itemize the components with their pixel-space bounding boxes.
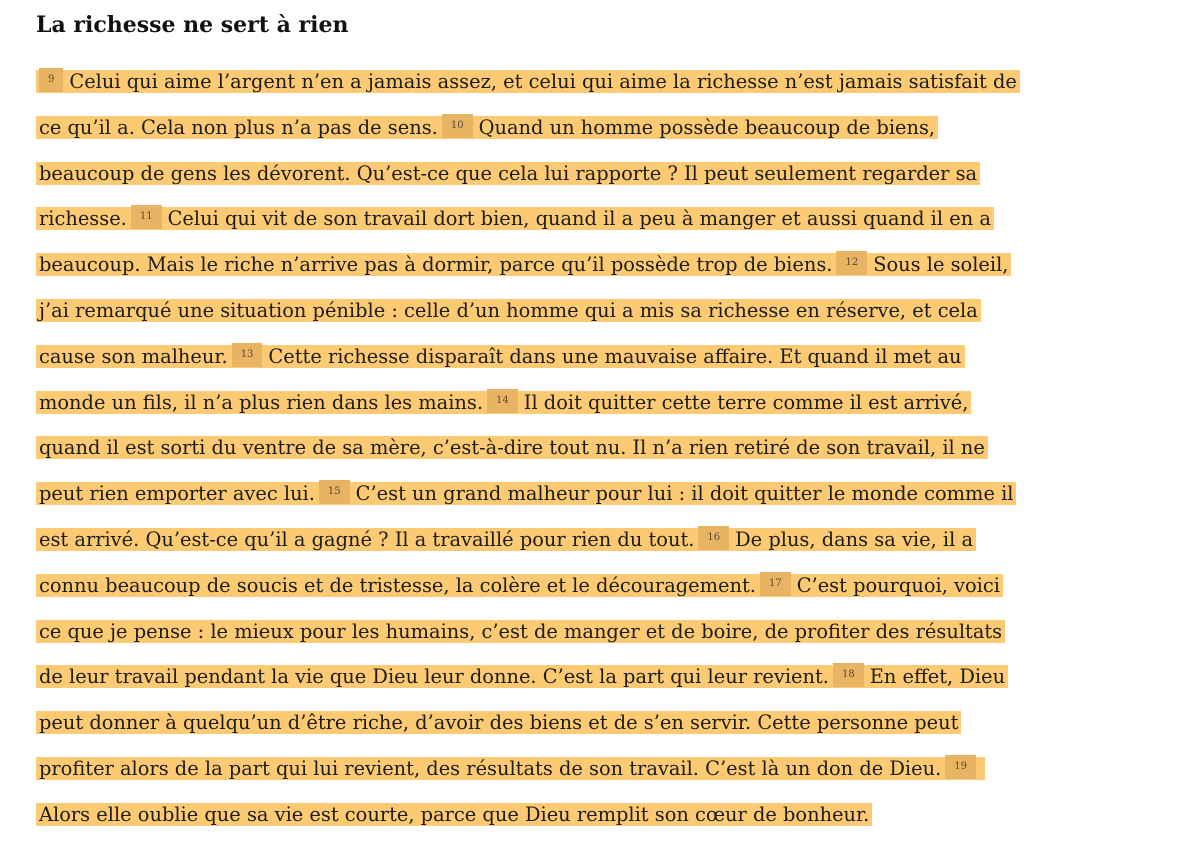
verse-text: peut rien emporter avec lui. xyxy=(39,482,315,505)
verse-text: monde un fils, il n’a plus rien dans les mains. xyxy=(39,391,484,414)
highlight[interactable] xyxy=(36,711,961,734)
passage-line xyxy=(36,479,1016,509)
verse-number[interactable]: 18 xyxy=(833,663,864,687)
passage-line xyxy=(36,296,981,326)
verse-text: Il doit quitter cette terre comme il est arrivé, xyxy=(523,391,969,414)
passage-line xyxy=(36,525,976,555)
verse-text: Quand un homme possède beaucoup de biens, xyxy=(478,116,936,139)
verse-number[interactable]: 19 xyxy=(945,755,976,779)
highlight[interactable] xyxy=(36,757,985,780)
passage-line xyxy=(36,433,988,463)
verse-number[interactable]: 17 xyxy=(760,572,791,596)
highlight[interactable] xyxy=(36,436,988,459)
verse-text: beaucoup de gens les dévorent. Qu’est-ce que cela lui rapporte ? Il peut seulement regarder sa xyxy=(39,162,978,185)
passage-line xyxy=(36,67,1020,97)
verse-text: Cette richesse disparaît dans une mauvaise affaire. Et quand il met au xyxy=(268,345,962,368)
verse-text: ce qu’il a. Cela non plus n’a pas de sens. xyxy=(39,116,438,139)
passage-line xyxy=(36,754,985,784)
highlight[interactable] xyxy=(36,162,980,185)
highlight[interactable] xyxy=(36,299,981,322)
highlight[interactable] xyxy=(36,391,971,414)
verse-text: ce que je pense : le mieux pour les humains, c’est de manger et de boire, de profiter des résultats xyxy=(39,620,1003,643)
highlight[interactable] xyxy=(36,70,1020,93)
verse-number[interactable]: 13 xyxy=(232,343,263,367)
verse-text: peut donner à quelqu’un d’être riche, d’avoir des biens et de s’en servir. Cette personne peut xyxy=(39,711,959,734)
verse-text: cause son malheur. xyxy=(39,345,228,368)
highlight[interactable] xyxy=(36,253,1011,276)
verse-text: C’est pourquoi, voici xyxy=(796,574,1000,597)
passage-line xyxy=(36,708,961,738)
highlight[interactable] xyxy=(36,207,994,230)
passage-line xyxy=(36,204,994,234)
verse-number[interactable]: 9 xyxy=(39,68,63,92)
passage-line xyxy=(36,250,1011,280)
verse-number[interactable]: 12 xyxy=(836,251,867,275)
highlight[interactable] xyxy=(36,803,872,826)
verse-text: beaucoup. Mais le riche n’arrive pas à dormir, parce qu’il possède trop de biens. xyxy=(39,253,833,276)
verse-text: Celui qui vit de son travail dort bien, quand il a peu à manger et aussi quand il en a xyxy=(167,207,991,230)
verse-number[interactable]: 10 xyxy=(442,114,473,138)
highlight[interactable] xyxy=(36,620,1005,643)
verse-text: de leur travail pendant la vie que Dieu leur donne. C’est la part qui leur revient. xyxy=(39,665,829,688)
verse-text: Sous le soleil, xyxy=(873,253,1009,276)
highlight[interactable] xyxy=(36,574,1003,597)
passage-line xyxy=(36,113,938,143)
verse-text: Alors elle oublie que sa vie est courte, parce que Dieu remplit son cœur de bonheur. xyxy=(39,803,870,826)
highlight[interactable] xyxy=(36,665,1008,688)
verse-text: De plus, dans sa vie, il a xyxy=(735,528,974,551)
passage-line xyxy=(36,617,1005,647)
verse-number[interactable]: 11 xyxy=(131,205,162,229)
passage-line xyxy=(36,159,980,189)
verse-number[interactable]: 16 xyxy=(698,526,729,550)
verse-text: C’est un grand malheur pour lui : il doit quitter le monde comme il xyxy=(355,482,1014,505)
verse-text: quand il est sorti du ventre de sa mère, c’est-à-dire tout nu. Il n’a rien retiré de son travail, il ne xyxy=(39,436,985,459)
verse-text: Celui qui aime l’argent n’en a jamais assez, et celui qui aime la richesse n’est jamais satisfait de xyxy=(69,70,1017,93)
verse-text: En effet, Dieu xyxy=(869,665,1006,688)
section-heading: La richesse ne sert à rien xyxy=(36,12,349,38)
verse-text: j’ai remarqué une situation pénible : celle d’un homme qui a mis sa richesse en réserve, et cela xyxy=(39,299,978,322)
passage-line xyxy=(36,800,872,830)
passage-line xyxy=(36,342,965,372)
passage-line xyxy=(36,571,1003,601)
highlight[interactable] xyxy=(36,345,965,368)
verse-text: profiter alors de la part qui lui revient, des résultats de son travail. C’est là un don de Dieu. xyxy=(39,757,942,780)
verse-text: est arrivé. Qu’est-ce qu’il a gagné ? Il a travaillé pour rien du tout. xyxy=(39,528,695,551)
highlight[interactable] xyxy=(36,482,1016,505)
highlight[interactable] xyxy=(36,116,938,139)
highlight[interactable] xyxy=(36,528,976,551)
verse-number[interactable]: 15 xyxy=(319,480,350,504)
passage-line xyxy=(36,662,1008,692)
verse-text: richesse. xyxy=(39,207,127,230)
verse-text: connu beaucoup de soucis et de tristesse, la colère et le découragement. xyxy=(39,574,756,597)
verse-number[interactable]: 14 xyxy=(487,389,518,413)
passage-line xyxy=(36,388,971,418)
